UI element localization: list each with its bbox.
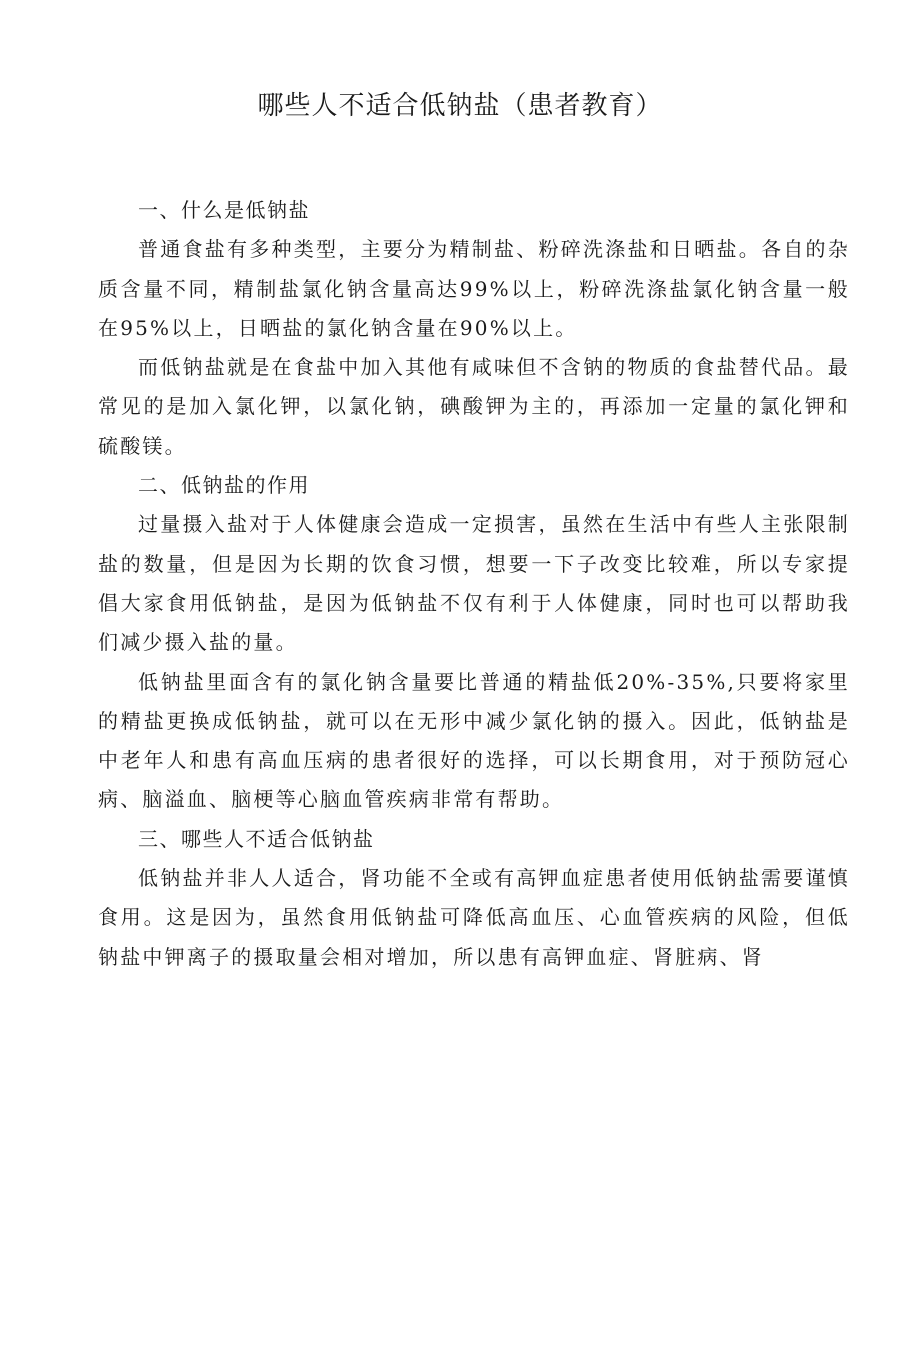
paragraph-sodium-reduction: 低钠盐里面含有的氯化钠含量要比普通的精盐低20%-35%,只要将家里的精盐更换成低钠盐，就可以在无形中减少氯化钠的摄入。因此，低钠盐是中老年人和患有高血压病的患者很好的选择，可以长期食用，对于预防冠心病、脑溢血、脑梗等心脑血管疾病非常有帮助。 — [98, 669, 850, 812]
document-title: 哪些人不适合低钠盐（患者教育） — [257, 91, 663, 121]
paragraph-low-sodium-definition: 而低钠盐就是在食盐中加入其他有咸味但不含钠的物质的食盐替代品。最常见的是加入氯化钾，以氯化钠，碘酸钾为主的，再添加一定量的氯化钾和硫酸镁。 — [98, 355, 850, 458]
section-heading-what-is-low-sodium-salt: 一、什么是低钠盐 — [138, 198, 310, 222]
document-body — [98, 191, 850, 977]
paragraph-unsuitable-groups: 低钠盐并非人人适合，肾功能不全或有高钾血症患者使用低钠盐需要谨慎食用。这是因为，虽然食用低钠盐可降低高血压、心血管疾病的风险，但低钠盐中钾离子的摄取量会相对增加，所以患有高钾血症、肾脏病、肾 — [98, 866, 850, 969]
paragraph-excess-salt-harm: 过量摄入盐对于人体健康会造成一定损害，虽然在生活中有些人主张限制盐的数量，但是因为长期的饮食习惯，想要一下子改变比较难，所以专家提倡大家食用低钠盐，是因为低钠盐不仅有利于人体健康，同时也可以帮助我们减少摄入盐的量。 — [98, 512, 850, 655]
section-heading-unsuitable-people: 三、哪些人不适合低钠盐 — [138, 826, 375, 851]
section-heading-effects: 二、低钠盐的作用 — [138, 473, 310, 498]
paragraph-salt-types: 普通食盐有多种类型，主要分为精制盐、粉碎洗涤盐和日晒盐。各自的杂质含量不同，精制盐氯化钠含量高达99%以上，粉碎洗涤盐氯化钠含量一般在95%以上，日晒盐的氯化钠含量在90%以上。 — [98, 237, 850, 340]
